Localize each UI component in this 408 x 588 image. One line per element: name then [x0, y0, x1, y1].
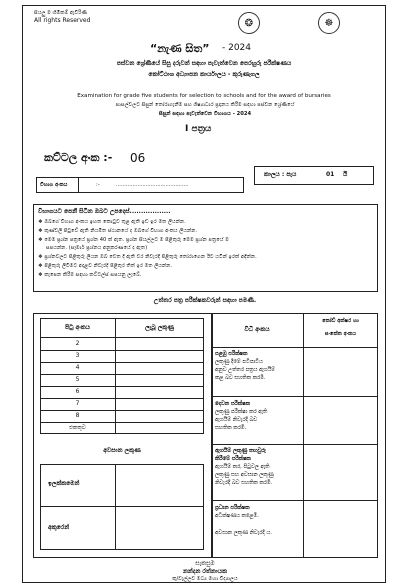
- final-marks-table: [40, 464, 204, 550]
- emblem-seal-icon: ❂: [238, 12, 260, 34]
- instruction-item: ❖ කුණ්ඩලී පිටුවේ ඇති නියමිත ස්ථානයේ ද ඔබගේ විභාග අංකය ලියන්න.: [38, 228, 198, 234]
- table-col-divider: [115, 318, 116, 434]
- paper-set-label: කට්ටල අංක :-: [44, 151, 113, 164]
- english-title-line: Examination for grade five students for selection to schools and for the award of bursaries: [77, 93, 331, 99]
- copyright-sinhala: සියලු ම හිමිකම් ඇවිරිණි: [34, 10, 88, 16]
- instruction-item: ❖ ඔබගේ විභාග අංකය ඉහත කොටුව තුළ ඇති ඉඩ ඉර මත ලියන්න.: [38, 219, 186, 225]
- copyright-english: All rights Reserved: [34, 17, 91, 24]
- page-number-cell: 2: [75, 340, 80, 347]
- page-number-header: පිටු අංකය: [65, 324, 90, 331]
- page-number-cell: 8: [75, 412, 80, 419]
- verification-examiner-text: නිවැරදි බව සහතික කරමි.: [215, 480, 273, 486]
- sinhala-title-line3: පාසල්වලට සිසුන් තෝරාගැනීම සහ ශිෂ්‍යාධාර ප්‍රදානය කිරීම සඳහා පස්වන ශ්‍රේණියේ: [115, 102, 295, 108]
- instruction-item: සපයන්න. (සෑමාර් ප්‍රශ්නය අනුකරණයේ ද ඇත): [46, 245, 148, 251]
- chief-examiner-text: අධීක්ෂණය කළෙමි.: [215, 513, 259, 519]
- final-col-divider: [115, 464, 116, 550]
- page-number-cell: 5: [75, 376, 80, 383]
- index-box-divider: [78, 177, 79, 193]
- instruction-item: ❖ පිළිතුරු ලිවීමට අදාළව නිවැරදි පිළිතුර තිත් ඉර මත ලියන්න.: [38, 263, 173, 269]
- index-number-label: විභාග අංකය: [40, 182, 68, 188]
- first-examiner-text: අනුව උත්තර පත්‍රය ඇගයීම්: [215, 367, 275, 373]
- page-number-cell: 6: [75, 388, 80, 395]
- chief-examiner-text: අවසාන ලකුණ නිවැරදි ය.: [215, 530, 272, 536]
- examiner-only-heading: උත්තර පත්‍ර පරීක්ෂකවරුන් සඳහා පමණි.: [153, 297, 257, 304]
- exam-title: “නැණ සිත”: [150, 42, 210, 55]
- verification-examiner-text: කිරීමේ පරීක්ෂක: [215, 456, 251, 462]
- subtitle-line1: පස්වන ශ්‍රේණියේ සිසු දරුවන් සඳහා පැවැත්වෙන පෙරහුරු පරීක්ෂණය: [116, 60, 292, 67]
- code-header-line2: සංකේත අංකය: [324, 331, 357, 337]
- second-examiner-text: ලකුණු පරීක්ෂා කර ඇති: [215, 409, 268, 415]
- paper-label: I පත්‍රය: [185, 124, 212, 134]
- index-number-dots: ............................................: [116, 182, 189, 188]
- final-row-divider: [40, 506, 204, 507]
- footer-author: නන්දන රත්නායක: [183, 568, 227, 575]
- right-row-divider: [211, 500, 378, 501]
- second-examiner-text: සහතික කරමි.: [215, 425, 247, 431]
- exam-year: - 2024: [222, 43, 252, 53]
- instruction-item: ❖ කැපෙන කිරීම සඳහා කට්ටල්ස් සපයනු ලැබේ.: [38, 272, 142, 278]
- first-examiner-text: කළ බව සහතික කරමි.: [215, 375, 266, 381]
- second-examiner-text: ඇගයීම් නිවැරදි බව: [215, 417, 258, 423]
- page-number-cell: 4: [75, 364, 80, 371]
- right-row-divider: [211, 396, 378, 397]
- subtitle-line2: කෝට්ඨාශ අධ්‍යාපන කාර්යාලය - කුරුණෑගල: [148, 71, 260, 78]
- examiner-certification-table: [211, 313, 378, 558]
- verification-examiner-text: ඇගයීම් කර, පිටුවල ඇති: [215, 464, 270, 470]
- time-value: 01: [326, 171, 335, 178]
- instruction-item: ❖ මෙම ප්‍රශ්න පත්‍රයේ ප්‍රශ්න 40 ක් ඇත. ප්‍රශ්න සියල්ලට ම පිළිතුරු මෙම ප්‍රශ්න පත්‍රයේ ම: [38, 237, 229, 243]
- instructions-heading: විභාගයට පෙනී සිටින ඔබට උපදෙස්..................: [38, 208, 171, 215]
- page-number-cell: 3: [75, 352, 80, 359]
- page-number-cell: 7: [75, 400, 80, 407]
- footer-prepared-by: සැකසුම: [195, 560, 215, 567]
- marks-in-words-label: අකුරෙන්: [48, 524, 70, 531]
- marks-obtained-header: ලැබූ ලකුණු: [145, 324, 174, 331]
- marks-in-numbers-label: ඉලක්කමෙන්: [48, 480, 80, 487]
- verification-examiner-text: ලකුණු සහ අවසාන ලකුණු: [215, 472, 274, 478]
- first-examiner-title: පළමු පරීක්ෂක: [215, 351, 248, 357]
- time-unit: යි: [343, 171, 348, 178]
- final-marks-label: අවසාන ලකුණ: [103, 447, 141, 454]
- chief-examiner-title: ප්‍රධාන පරීක්ෂක: [215, 505, 250, 511]
- first-examiner-text: ලකුණු දීමේ පටිපාටිය: [215, 359, 263, 365]
- index-number-colon: :-: [96, 182, 100, 188]
- dharma-wheel-icon: ☸: [318, 12, 340, 34]
- second-examiner-title: දෙවන පරීක්ෂක: [215, 401, 250, 407]
- sinhala-title-line4: සිසුන් සඳහා පැවැත්වෙන විභාගය - 2024: [158, 111, 252, 117]
- paper-set-number: 06: [130, 151, 146, 165]
- verification-examiner-title: ඇගයීම් ලකුණු තහවුරු: [215, 448, 266, 454]
- right-row-divider: [211, 444, 378, 445]
- footer-school: කු/වැල්ලව මධ්‍ය මහා විද්‍යාලය: [172, 576, 238, 582]
- right-col-divider: [303, 313, 304, 558]
- right-header-divider: [211, 347, 378, 348]
- code-header-line1: කෝඩ් අක්ෂර හා: [322, 318, 359, 324]
- examiner-header: විධි අංකය: [244, 326, 270, 333]
- time-label: කාලය : පැය: [264, 171, 297, 178]
- total-label: එකතුව: [69, 425, 86, 431]
- instruction-item: ❖ ප්‍රශ්නවලට පිළිතුරු ලියන ඔබ වෙත දී ඇති වර නිවැරදි පිළිතුරු තෝරාගෙන ඊට යටින් ඉරක් අඳින්න.: [38, 254, 257, 260]
